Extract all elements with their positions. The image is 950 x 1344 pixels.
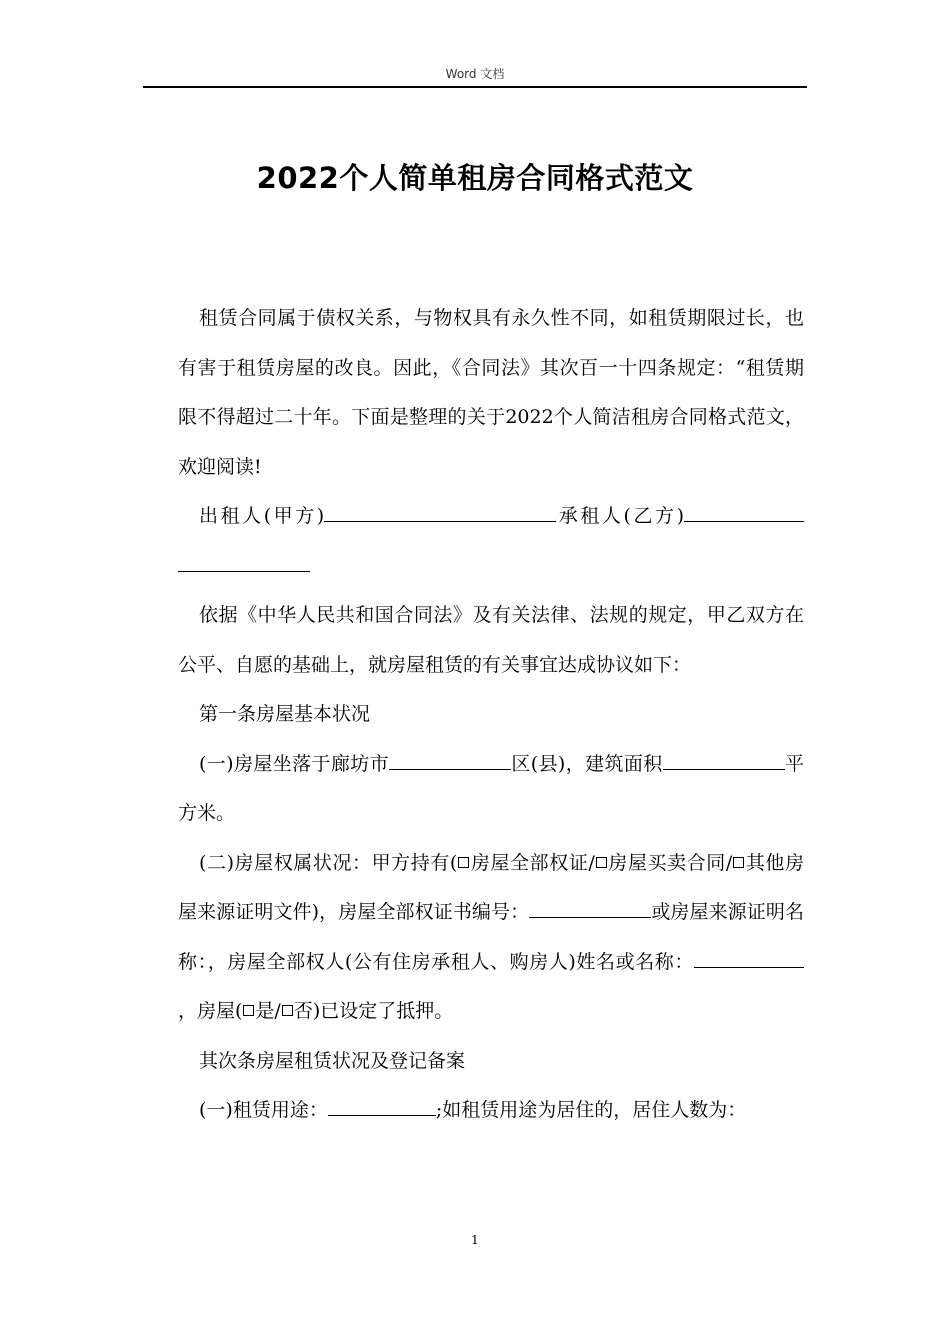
area-label: 区(县)，建筑面积 <box>511 752 663 775</box>
document-body <box>178 294 804 1136</box>
intro-line-2: 过长，也有害于租赁房屋的改良。因此，《合同法》其次百一十 <box>178 307 804 379</box>
area-unit: 平方米。 <box>178 752 805 824</box>
lessee-label: 承租人(乙方) <box>556 505 684 527</box>
intro-line-1: 租赁合同属于债权关系，与物权具有永久性不同，如租赁期限 <box>199 307 727 329</box>
lessee-blank-continued <box>178 570 310 572</box>
checkbox-mortgage-no[interactable] <box>282 1005 293 1016</box>
mortgage-no-label: 否)已设定了抵押。 <box>293 1000 454 1022</box>
district-blank <box>389 768 511 770</box>
source-document-label: 或房屋来源证明名称：，房屋全部权人(公有住房承租人、购房 <box>178 901 804 973</box>
basis-paragraph <box>178 591 804 690</box>
article-2-heading: 其次条房屋租赁状况及登记备案 <box>199 1049 466 1072</box>
basis-line-2: 乙双方在公平、自愿的基础上，就房屋租赁的有关事宜达成协议 <box>178 604 804 676</box>
lessee-blank <box>684 520 804 522</box>
mortgage-label: ，房屋( <box>178 1000 243 1022</box>
header-divider <box>143 86 807 88</box>
checkbox-mortgage-yes[interactable] <box>243 1005 254 1016</box>
purpose-label: (一)租赁用途： <box>199 1099 328 1121</box>
article-1-heading: 第一条房屋基本状况 <box>199 703 371 725</box>
ownership-certificate-label: 房屋全部权证/ <box>470 851 595 874</box>
location-label: (一)房屋坐落于廊坊市 <box>199 752 389 775</box>
area-blank <box>663 768 761 770</box>
certificate-number-blank <box>529 916 651 918</box>
owner-name-blank <box>694 966 804 968</box>
purchase-contract-label: 房屋买卖合同/ <box>607 851 733 874</box>
document-title: 2022个人简单租房合同格式范文 <box>256 161 694 195</box>
owner-name-label: 人)姓名或名称： <box>548 950 694 973</box>
occupants-label: ;如租赁用途为居住的，居住人数为： <box>435 1099 747 1121</box>
basis-line-1: 依据《中华人民共和国合同法》及有关法律、法规的规定，甲 <box>199 604 727 626</box>
page-number: 1 <box>471 1233 479 1247</box>
purpose-blank <box>328 1114 436 1116</box>
article-1-item-1 <box>178 740 804 839</box>
intro-line-3: 四条规定：“租赁期限不得超过二十年。下面是整理的关于 <box>178 356 804 428</box>
article-2-item-1 <box>178 1086 804 1136</box>
intro-paragraph <box>178 294 804 492</box>
mortgage-yes-label: 是/ <box>255 1000 281 1022</box>
parties-paragraph <box>178 492 804 591</box>
area-blank-continued <box>761 768 785 770</box>
checkbox-purchase-contract[interactable] <box>596 857 607 868</box>
lessor-blank <box>324 520 556 522</box>
page-header: Word 文档 <box>445 67 505 81</box>
ownership-label: (二)房屋权属状况：甲方持有( <box>199 851 458 874</box>
checkbox-ownership-certificate[interactable] <box>458 857 469 868</box>
checkbox-other-documents[interactable] <box>733 857 744 868</box>
certificate-number-label: 其他房屋来源证明文件)，房屋全部权证书编号： <box>178 851 804 923</box>
basis-line-3: 如下： <box>634 653 692 676</box>
intro-line-4: 2022个人简洁租房合同格式范文，欢迎阅读! <box>178 406 804 478</box>
lessor-label: 出租人(甲方) <box>199 505 325 527</box>
article-1-item-2 <box>178 839 804 1037</box>
